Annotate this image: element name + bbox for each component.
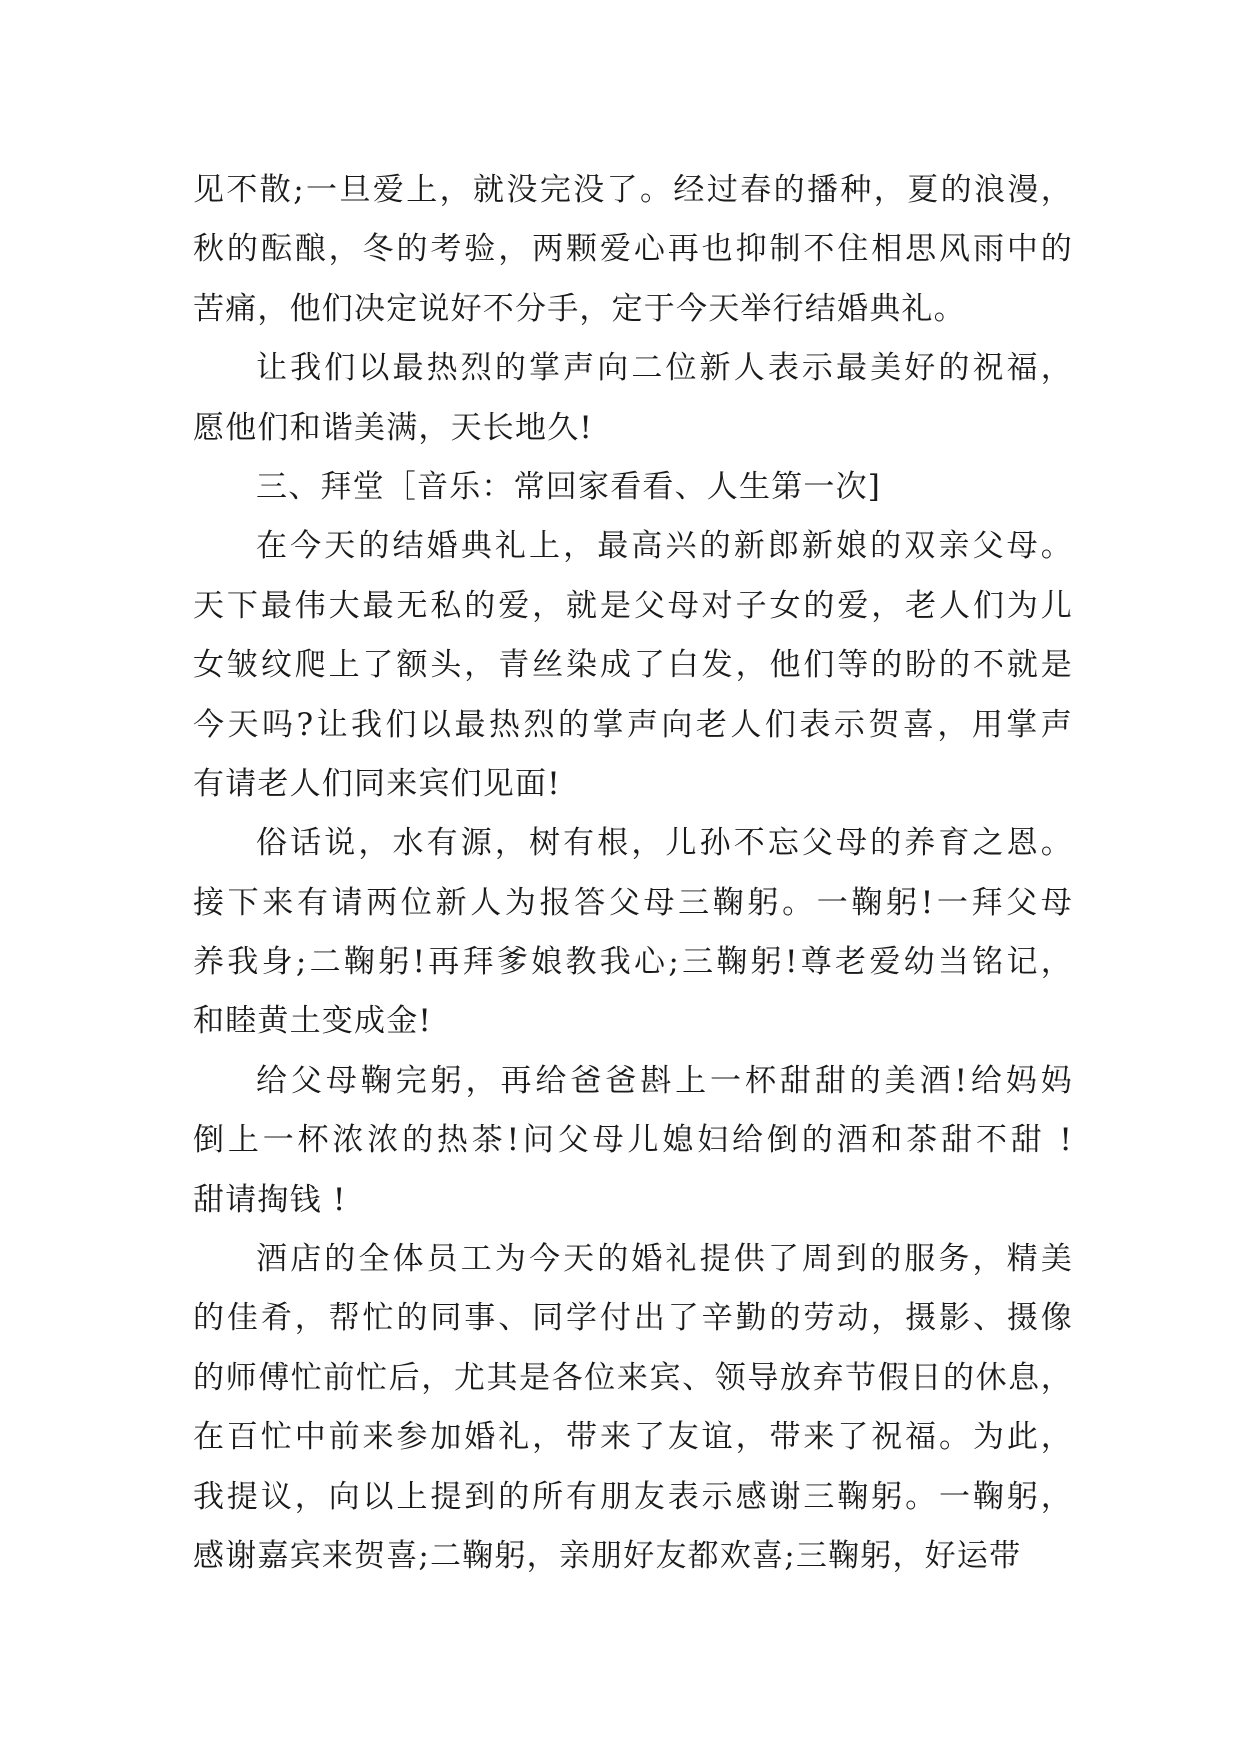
text-line: 秋的酝酿，冬的考验，两颗爱心再也抑制不住相思风雨中的 bbox=[193, 231, 1073, 268]
text-line: 的师傅忙前忙后，尤其是各位来宾、领导放弃节假日的休息， bbox=[193, 1359, 1073, 1396]
text-line: 女皱纹爬上了额头，青丝染成了白发，他们等的盼的不就是 bbox=[193, 647, 1073, 684]
text-line: 在百忙中前来参加婚礼，带来了友谊，带来了祝福。为此， bbox=[193, 1419, 1073, 1456]
text-line: 感谢嘉宾来贺喜;二鞠躬，亲朋好友都欢喜;三鞠躬，好运带 bbox=[193, 1537, 1022, 1574]
text-line: 天下最伟大最无私的爱，就是父母对子女的爱，老人们为儿 bbox=[193, 587, 1073, 624]
document-body bbox=[193, 161, 1073, 1586]
text-line: 养我身;二鞠躬!再拜爹娘教我心;三鞠躬!尊老爱幼当铭记， bbox=[193, 944, 1073, 981]
text-line: 苦痛，他们决定说好不分手，定于今天举行结婚典礼。 bbox=[193, 290, 966, 327]
text-line: 接下来有请两位新人为报答父母三鞠躬。一鞠躬!一拜父母 bbox=[193, 884, 1073, 921]
text-line: 俗话说，水有源，树有根，儿孙不忘父母的养育之恩。 bbox=[256, 825, 1073, 862]
text-line: 甜请掏钱 ! bbox=[193, 1181, 347, 1218]
text-line: 让我们以最热烈的掌声向二位新人表示最美好的祝福， bbox=[256, 350, 1073, 387]
text-line: 愿他们和谐美满，天长地久! bbox=[193, 409, 594, 446]
text-line: 我提议，向以上提到的所有朋友表示感谢三鞠躬。一鞠躬， bbox=[193, 1478, 1073, 1515]
text-line: 三、拜堂［音乐：常回家看看、人生第一次] bbox=[256, 468, 882, 505]
text-line: 有请老人们同来宾们见面! bbox=[193, 765, 561, 802]
text-line: 给父母鞠完躬，再给爸爸斟上一杯甜甜的美酒!给妈妈 bbox=[256, 1062, 1073, 1099]
text-line: 倒上一杯浓浓的热茶!问父母儿媳妇给倒的酒和茶甜不甜 ! bbox=[193, 1122, 1073, 1159]
text-line: 今天吗?让我们以最热烈的掌声向老人们表示贺喜，用掌声 bbox=[193, 706, 1073, 743]
text-line: 酒店的全体员工为今天的婚礼提供了周到的服务，精美 bbox=[256, 1241, 1073, 1278]
text-line: 在今天的结婚典礼上，最高兴的新郎新娘的双亲父母。 bbox=[256, 528, 1073, 565]
text-line: 见不散;一旦爱上，就没完没了。经过春的播种，夏的浪漫， bbox=[193, 172, 1073, 208]
text-line: 的佳肴，帮忙的同事、同学付出了辛勤的劳动，摄影、摄像 bbox=[193, 1300, 1073, 1337]
text-line: 和睦黄土变成金! bbox=[193, 1003, 433, 1040]
